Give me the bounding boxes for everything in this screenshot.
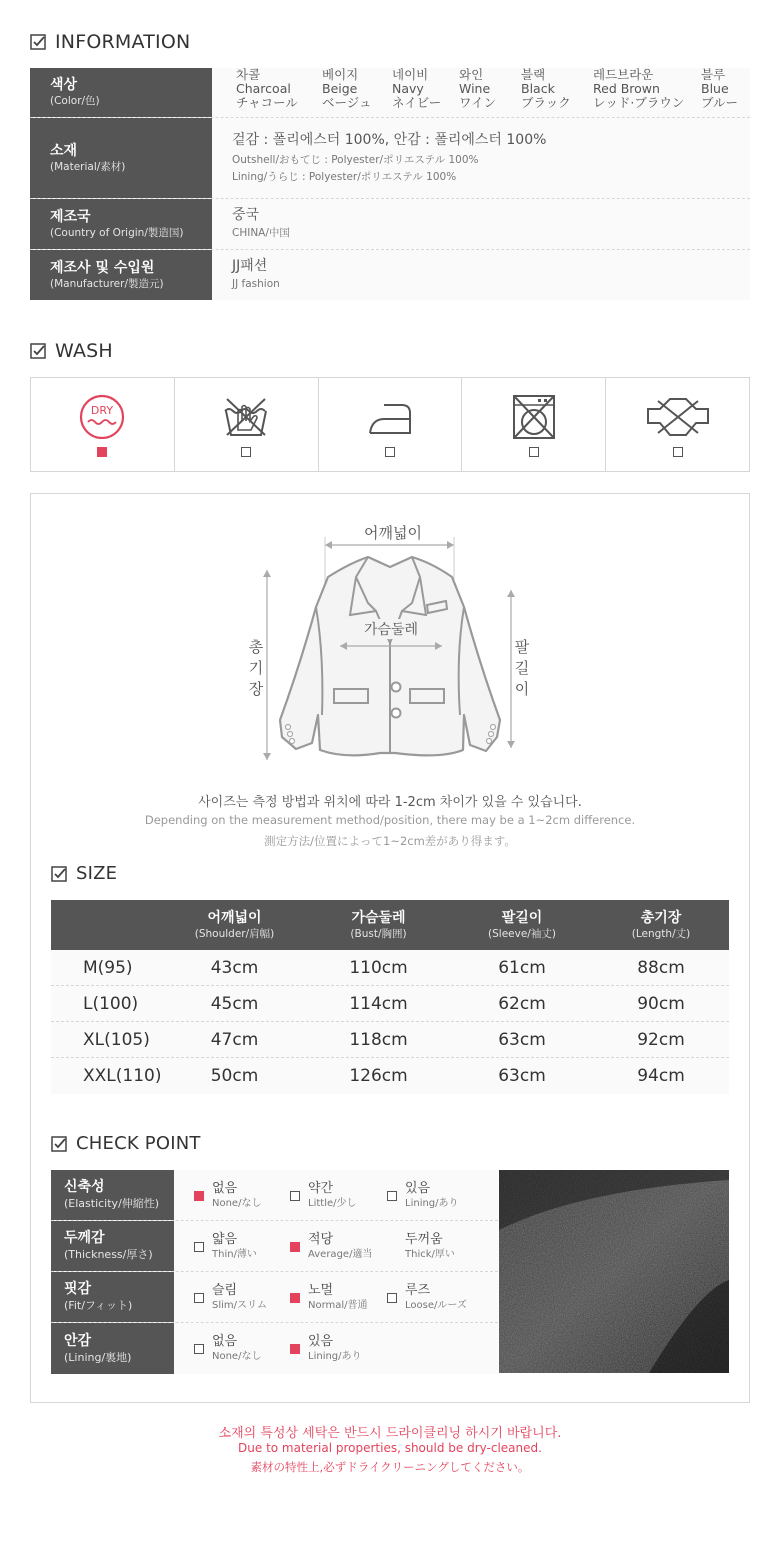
check-point-row: 안감 (Lining/裏地) 없음 None/なし 있음 Lining/あり (51, 1323, 498, 1374)
check-point-option: 두꺼움 Thick/厚い (405, 1231, 455, 1260)
color-list (212, 68, 750, 117)
diagram-shoulder-label: 어깨넓이 (364, 524, 422, 542)
check-point-option: 얇음 Thin/薄い (194, 1221, 257, 1272)
size-value-cell: 114cm (349, 993, 408, 1014)
check-point-heading: CHECK POINT (51, 1133, 201, 1154)
information-table (30, 68, 750, 300)
size-table-header: 어깨넓이 (Shoulder/肩幅) 가슴둘레 (Bust/胸囲) 팔길이 (Sleeve/袖丈) 총기장 (Length/丈) (51, 900, 729, 950)
wash-hand-wash (175, 378, 319, 471)
check-point-option: 노멀 Normal/普通 (290, 1272, 368, 1323)
check-point-option: 적당 Average/適当 (290, 1221, 372, 1272)
color-option: 블랙 Black ブラック (521, 67, 571, 110)
no-bleach-icon (646, 395, 710, 439)
size-name-cell: XL(105) (83, 1029, 150, 1050)
info-row-color: 색상 (Color/色) 차콜 Charcoal チャコール 베이지 Beige ベージュ 네이비 Navy ネイビー 와인 Wine ワイン 블랙 Black ブラック 레드브라운 Red Brown レッド·ブラウン 블루 Blue ブルー (30, 68, 750, 118)
check-point-option: 없음 None/なし (194, 1170, 261, 1221)
size-value-cell: 47cm (210, 1029, 259, 1050)
wash-heading: WASH (30, 340, 113, 362)
wash-check-hand-wash (241, 447, 251, 457)
check-point-option: 없음 None/なし (194, 1323, 261, 1374)
footer-note-en: Due to material properties, should be dry-cleaned. (238, 1441, 542, 1455)
check-point-option: 있음 Lining/あり (387, 1170, 459, 1221)
size-value-cell: 63cm (498, 1029, 546, 1050)
size-value-cell: 43cm (210, 957, 259, 978)
size-value-cell: 61cm (498, 957, 546, 978)
dry-clean-icon (76, 395, 128, 439)
checkbox-icon (51, 866, 67, 882)
size-value-cell: 62cm (498, 993, 546, 1014)
jacket-diagram (250, 515, 540, 765)
size-value-cell: 63cm (498, 1066, 546, 1086)
check-point-option: 루즈 Loose/ルーズ (387, 1272, 467, 1323)
size-name-cell: XXL(110) (83, 1066, 162, 1086)
color-option: 네이비 Navy ネイビー (392, 67, 442, 110)
information-heading: INFORMATION (30, 31, 190, 53)
size-value-cell: 118cm (349, 1029, 408, 1050)
info-row-origin: 제조국 (Country of Origin/製造国) 중국 CHINA/中国 (30, 199, 750, 250)
size-note-en: Depending on the measurement method/position, there may be a 1~2cm difference. (144, 813, 636, 827)
check-point-option: 약간 Little/少し (290, 1170, 357, 1221)
check-point-option: 슬림 Slim/スリム (194, 1272, 267, 1323)
size-value-cell: 92cm (637, 1029, 685, 1050)
table-row (51, 986, 729, 1022)
iron-icon (364, 395, 416, 439)
size-value-cell: 94cm (637, 1066, 685, 1086)
option-checkbox (290, 1242, 300, 1252)
wash-check-bleach (673, 447, 683, 457)
diagram-sleeve-label: 팔 길 이 (514, 638, 530, 698)
footer-note-ko: 소재의 특성상 세탁은 반드시 드라이클리닝 하시기 바랍니다. (218, 1426, 562, 1441)
wash-bleach (606, 378, 749, 471)
option-checkbox (194, 1242, 204, 1252)
diagram-length-label: 총 기 장 (248, 638, 264, 698)
table-row (51, 1022, 729, 1058)
size-value-cell: 50cm (210, 1066, 259, 1086)
size-value-cell: 88cm (637, 957, 685, 978)
option-checkbox (194, 1344, 204, 1354)
size-name-cell: L(100) (83, 993, 139, 1014)
check-point-row: 두께감 (Thickness/厚さ) 얇음 Thin/薄い 적당 Average/適当 두꺼움 Thick/厚い (51, 1221, 498, 1272)
color-option: 블루 Blue ブルー (701, 67, 739, 110)
checkbox-icon (30, 34, 46, 50)
size-table (51, 900, 729, 1094)
option-checkbox (194, 1293, 204, 1303)
option-checkbox (290, 1344, 300, 1354)
no-machine-wash-icon (508, 395, 560, 439)
wash-dry-clean (31, 378, 175, 471)
wash-check-iron (385, 447, 395, 457)
color-option: 차콜 Charcoal チャコール (236, 67, 298, 110)
no-hand-wash-icon (220, 395, 272, 439)
check-point-option: 있음 Lining/あり (290, 1323, 362, 1374)
size-value-cell: 90cm (637, 993, 685, 1014)
check-point-row: 신축성 (Elasticity/伸縮性) 없음 None/なし 약간 Little/少し 있음 Lining/あり (51, 1170, 498, 1221)
table-row (51, 1058, 729, 1094)
size-note-ja: 測定方法/位置によって1~2cm差があり得ます。 (264, 834, 516, 848)
wash-check-machine (529, 447, 539, 457)
color-option: 레드브라운 Red Brown レッド·ブラウン (593, 67, 685, 110)
color-option: 와인 Wine ワイン (459, 67, 497, 110)
option-checkbox (290, 1293, 300, 1303)
check-point-row: 핏감 (Fit/フィット) 슬림 Slim/スリム 노멀 Normal/普通 루즈 Loose/ルーズ (51, 1272, 498, 1323)
check-point-table (51, 1170, 498, 1374)
size-value-cell: 126cm (349, 1066, 408, 1086)
info-row-manufacturer: 제조사 및 수입원 (Manufacturer/製造元) JJ패션 JJ fashion (30, 250, 750, 300)
wash-iron (319, 378, 463, 471)
checkbox-icon (51, 1136, 67, 1152)
size-value-cell: 110cm (349, 957, 408, 978)
option-checkbox (194, 1191, 204, 1201)
size-value-cell: 45cm (210, 993, 259, 1014)
size-heading: SIZE (51, 863, 117, 884)
size-name-cell: M(95) (83, 957, 133, 978)
table-row (51, 950, 729, 986)
wash-machine (462, 378, 606, 471)
option-checkbox (290, 1191, 300, 1201)
svg-text:DRY: DRY (91, 404, 114, 417)
footer-note-ja: 素材の特性上,必ずドライクリーニングしてください。 (250, 1460, 530, 1474)
color-option: 베이지 Beige ベージュ (322, 67, 372, 110)
info-row-material: 소재 (Material/素材) 겉감 : 폴리에스터 100%, 안감 : 폴리에스터 100% Outshell/おもてじ : Polyester/ポリエステル 100% Lining/うらじ : Polyester/ポリエステル 100% (30, 118, 750, 199)
fabric-swatch-image (499, 1170, 729, 1373)
diagram-bust-label: 가슴둘레 (363, 622, 419, 638)
checkbox-icon (30, 343, 46, 359)
size-note-ko: 사이즈는 측정 방법과 위치에 따라 1-2cm 차이가 있을 수 있습니다. (198, 795, 582, 810)
wash-check-dry-clean (97, 447, 107, 457)
option-checkbox (387, 1293, 397, 1303)
option-checkbox (387, 1191, 397, 1201)
wash-icons (30, 377, 750, 472)
